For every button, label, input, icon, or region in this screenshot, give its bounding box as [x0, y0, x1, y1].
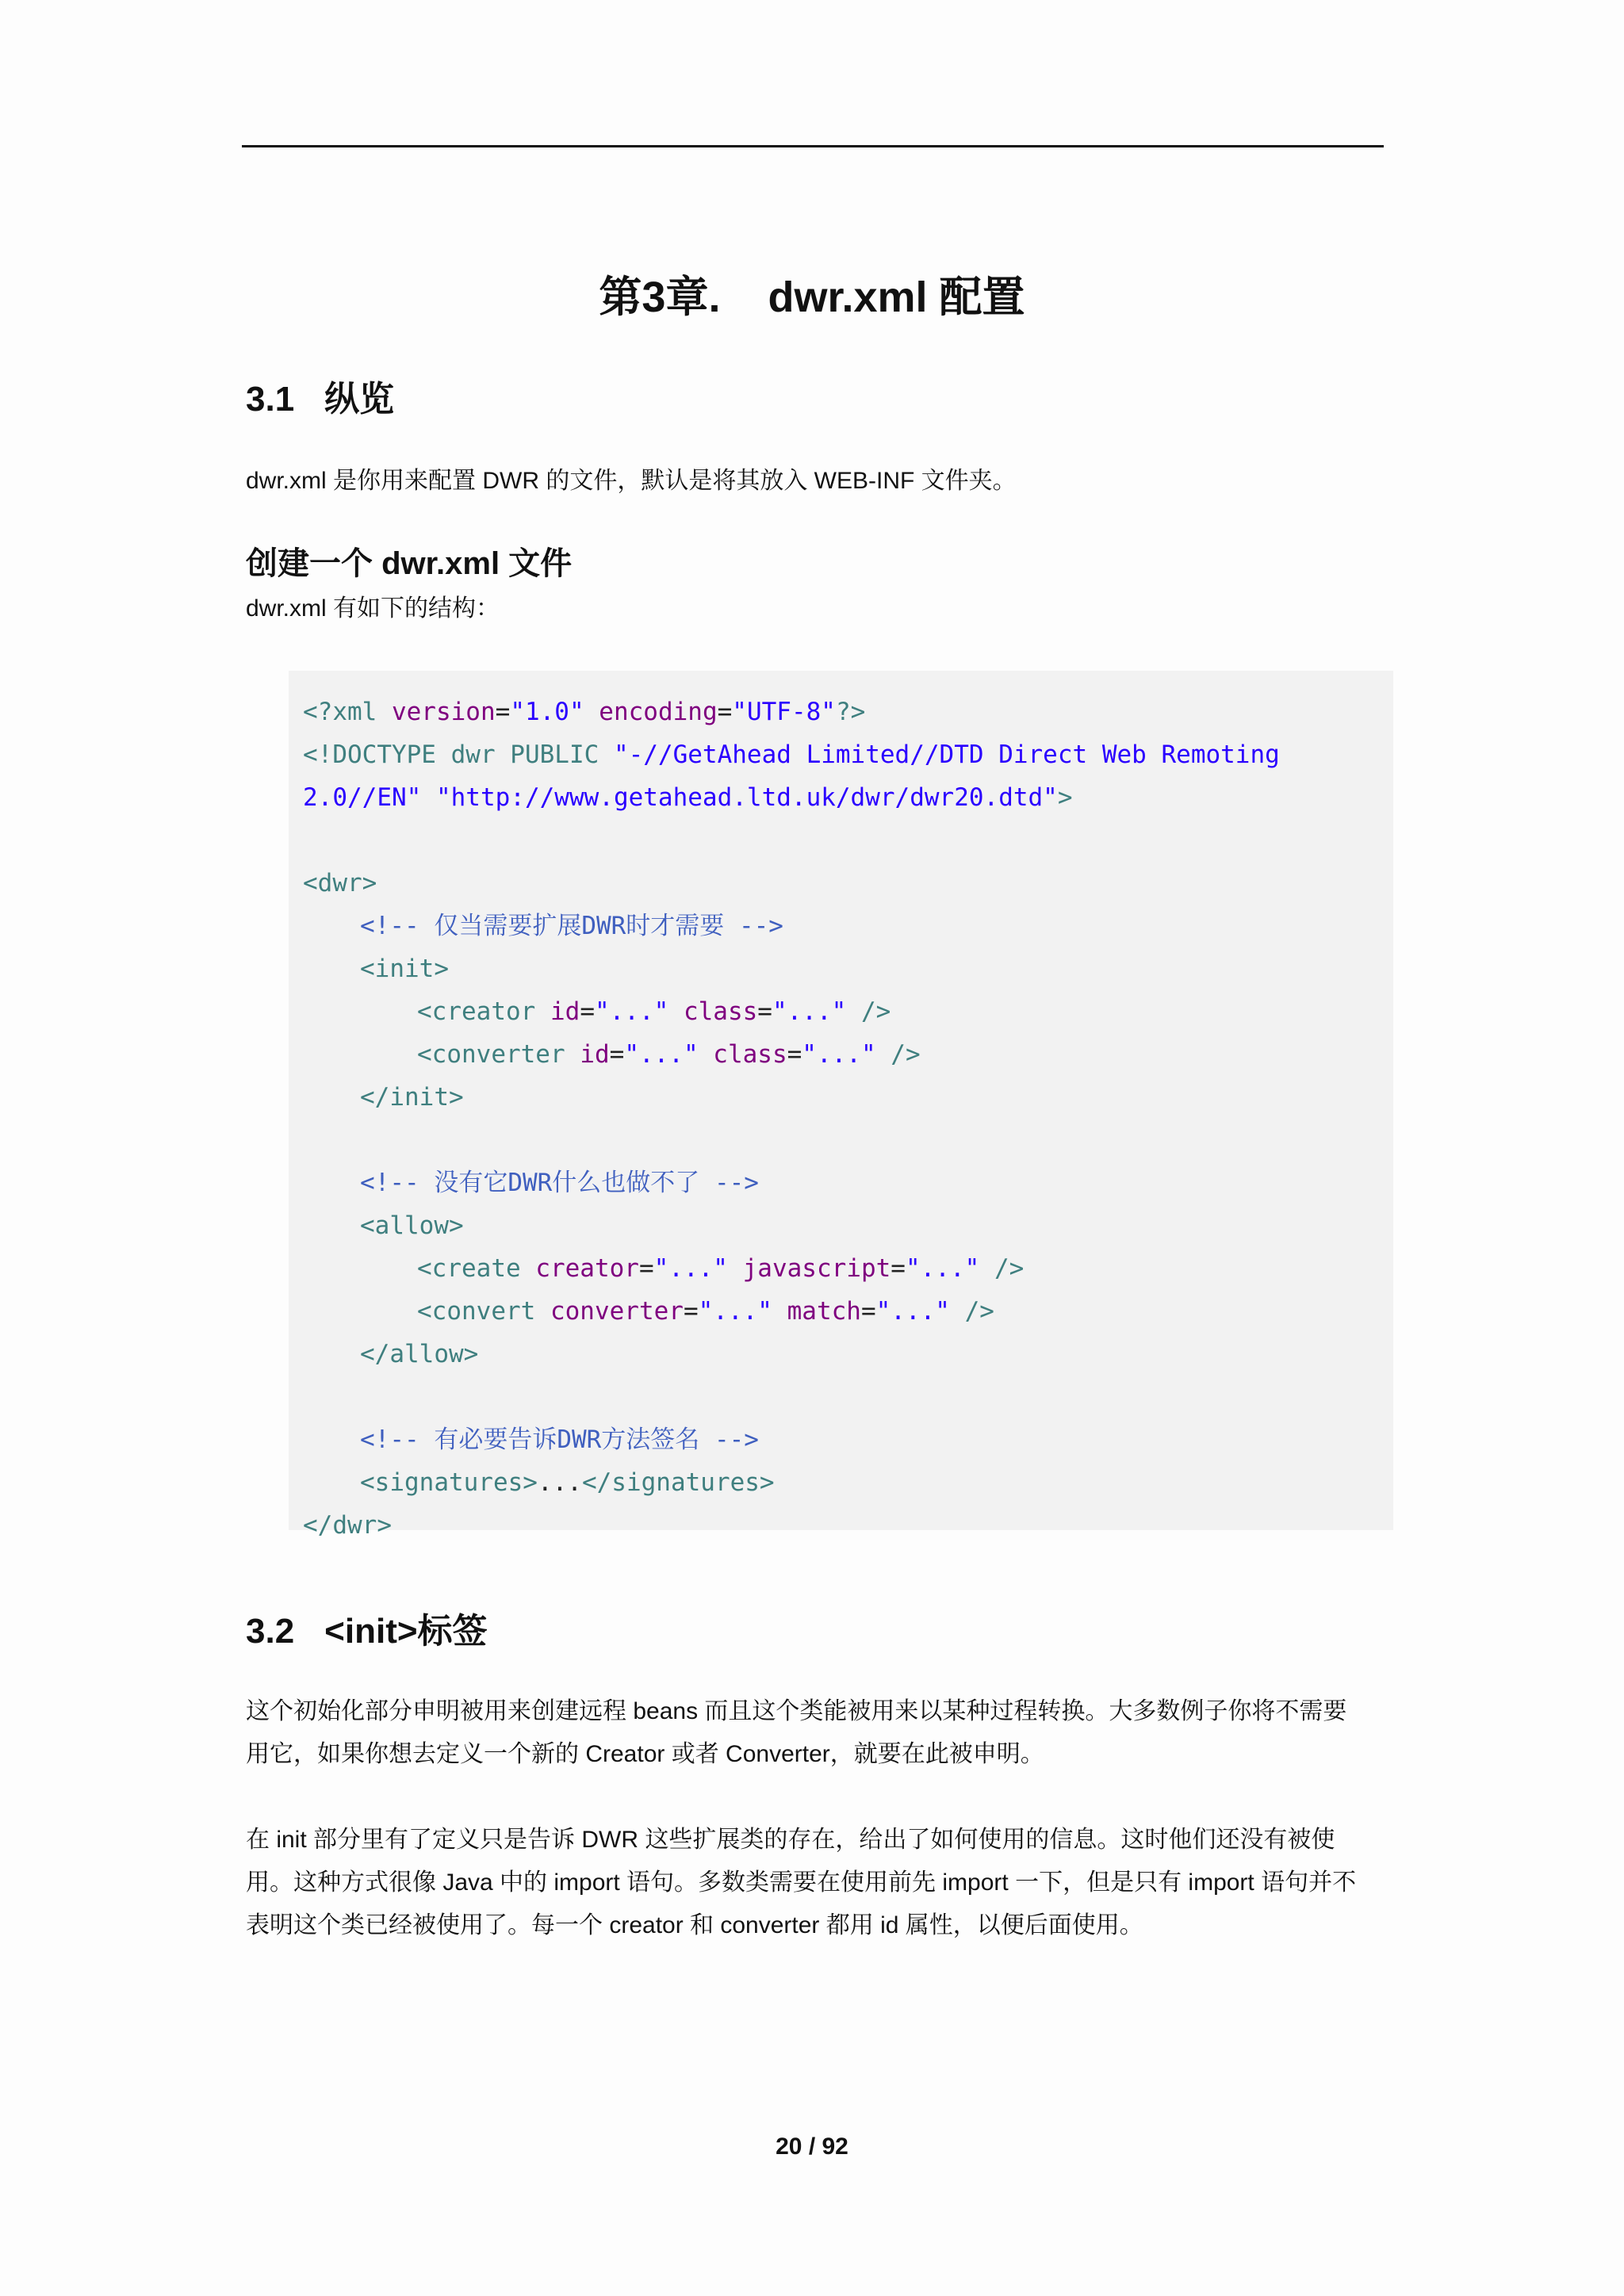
section-number: 3.2 [246, 1612, 295, 1651]
chapter-title: 第3章. dwr.xml 配置 [599, 274, 1025, 321]
section-title-text: <init>标签 [324, 1612, 488, 1651]
header-rule [242, 145, 1384, 147]
code-line: <create creator="..." javascript="..." /> [417, 1254, 1025, 1283]
paragraph [246, 1690, 1388, 1776]
paragraph-line: 用。这种方式很像 Java 中的 import 语句。多数类需要在使用前先 import 一下，但是只有 import 语句并不 [246, 1869, 1357, 1896]
code-line: <creator id="..." class="..." /> [417, 997, 891, 1026]
section-title-text: 纵览 [324, 380, 395, 419]
code-line: <dwr> [303, 869, 377, 897]
section-number: 3.1 [246, 380, 295, 419]
paragraph-line: 用它，如果你想去定义一个新的 Creator 或者 Converter，就要在此被申明。 [246, 1741, 1044, 1767]
subsection-description: dwr.xml 有如下的结构： [246, 595, 500, 622]
subsection-heading: 创建一个 dwr.xml 文件 [246, 546, 573, 581]
code-line: <converter id="..." class="..." /> [417, 1040, 921, 1069]
code-line: <init> [360, 955, 449, 983]
paragraph-line: 表明这个类已经被使用了。每一个 creator 和 converter 都用 id 属性，以便后面使用。 [246, 1912, 1143, 1938]
paragraph-line: 这个初始化部分申明被用来创建远程 beans 而且这个类能被用来以某种过程转换。大多数例子你将不需要 [246, 1698, 1347, 1724]
code-line: <!DOCTYPE dwr PUBLIC "-//GetAhead Limited//DTD Direct Web Remoting [303, 740, 1280, 769]
code-line: </init> [360, 1083, 464, 1112]
code-line: <allow> [360, 1211, 464, 1240]
code-line: <signatures>...</signatures> [360, 1468, 775, 1497]
section-heading-3-2 [246, 1608, 488, 1655]
code-line: <convert converter="..." match="..." /> [417, 1297, 994, 1326]
code-line: 2.0//EN" "http://www.getahead.ltd.uk/dwr/dwr20.dtd"> [303, 783, 1073, 812]
code-line: </allow> [360, 1340, 479, 1368]
code-comment: <!-- 仅当需要扩展DWR时才需要 --> [360, 912, 783, 940]
code-block [289, 671, 1393, 1540]
code-line: </dwr> [303, 1511, 392, 1540]
code-comment: <!-- 没有它DWR什么也做不了 --> [360, 1169, 759, 1197]
code-comment: <!-- 有必要告诉DWR方法签名 --> [360, 1425, 759, 1454]
code-line: <?xml version="1.0" encoding="UTF-8"?> [303, 698, 866, 726]
paragraph-line: 在 init 部分里有了定义只是告诉 DWR 这些扩展类的存在，给出了如何使用的信息。这时他们还没有被使 [246, 1827, 1335, 1853]
paragraph [246, 1819, 1388, 1947]
section-intro: dwr.xml 是你用来配置 DWR 的文件，默认是将其放入 WEB-INF 文件夹。 [246, 468, 1017, 494]
page-number: 20 / 92 [776, 2133, 848, 2160]
section-heading-3-1 [246, 376, 394, 423]
